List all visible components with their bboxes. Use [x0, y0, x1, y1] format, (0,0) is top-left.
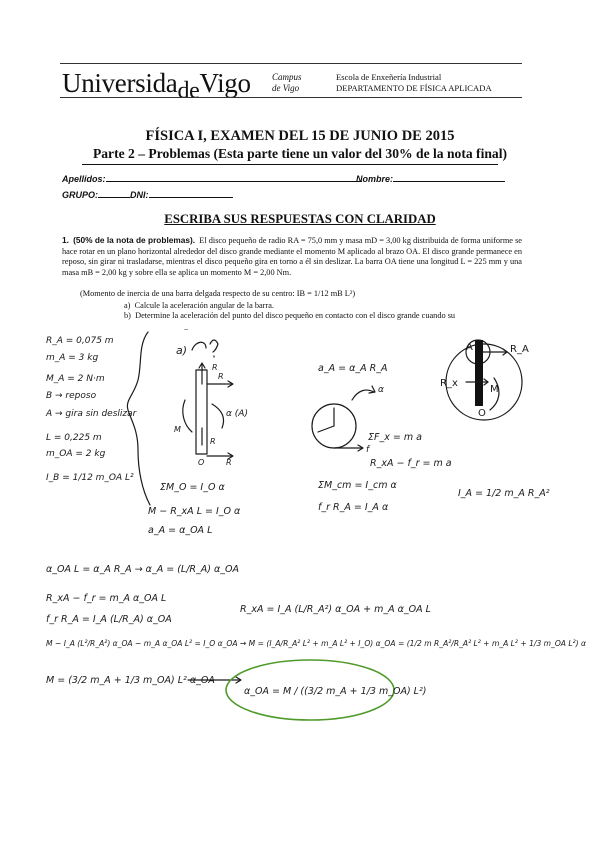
school-name: Escola de Enxeñería Industrial [336, 72, 442, 82]
part-a-label: a) [176, 344, 188, 357]
svg-text:f: f [366, 445, 370, 455]
surname-label: Apellidos: [62, 174, 106, 184]
name-label: Nombre: [356, 174, 394, 184]
eq-disk-2: ΣF_x = m a [368, 432, 422, 443]
eq-bar-3: a_A = α_OA L [148, 525, 213, 536]
logo-text-de: de [177, 78, 200, 104]
eq-long-4: R_xA = I_A (L/R_A²) α_OA + m_A α_OA L [240, 604, 431, 615]
givens-list [45, 336, 138, 483]
problem-weight: (50% de la nota de problemas). [73, 235, 196, 245]
moment-alpha [212, 404, 224, 428]
svg-text:R: R [218, 372, 224, 381]
problem-text: El disco pequeño de radio RA = 75,0 mm y masa mD = 3,00 kg distribuida de forma uniforme se hace rotar en un plano horizontal alrededor del disco grande mediante el momento M aplicado al brazo OA. El disco grande permanece en reposo, sin girar ni trasladarse, mientras el disco pequeño gira en torno a él sin deslizar. La barra OA tiene una longitud L = 225 mm y una masa mB = 2,00 kg y sobre ella se aplica un momento M = 2,00 Nm. [62, 236, 522, 277]
item-b-letter: b) [124, 311, 131, 320]
eq-bar-2: M − R_xA L = I_O α [148, 506, 241, 517]
logo-text-universidad: Universida [62, 68, 178, 98]
bar-diagram [174, 363, 248, 467]
result-equation: α_OA = M / ((3/2 m_A + 1/3 m_OA) L²) [244, 686, 427, 697]
department-name: DEPARTAMENTO DE FÍSICA APLICADA [336, 83, 492, 93]
given-3: M_A = 2 N·m [46, 374, 105, 384]
item-b-text: Determine la aceleración del punto del disco pequeño en contacto con el disco grande cuando su [135, 311, 456, 320]
eq-disk-3: R_xA − f_r = m a [370, 458, 452, 469]
inertia-note: (Momento de inercia de una barra delgada respecto de su centro: IB = 1/12 mB L²) [80, 289, 356, 298]
problem-number: 1. [62, 235, 69, 245]
given-7: m_OA = 2 kg [46, 449, 106, 459]
sketch-label-rx: R_x [440, 378, 458, 389]
exam-part: Parte 2 – Problemas (Esta parte tiene un valor del 30% de la nota final) [92, 146, 508, 161]
svg-text:R: R [212, 363, 218, 372]
logo-text-vigo: Vigo [199, 68, 251, 98]
svg-text:O: O [198, 458, 205, 467]
given-2: m_A = 3 kg [46, 353, 99, 363]
system-sketch [440, 340, 529, 420]
sketch-label-a: A [466, 342, 473, 353]
campus-line-1: Campus [272, 72, 302, 82]
item-a-text: Calcule la aceleración angular de la barra. [134, 301, 274, 310]
question-squiggle [192, 340, 218, 357]
eq-disk-5: f_r R_A = I_A α [318, 502, 389, 513]
group-label: GRUPO: [62, 190, 98, 200]
sketch-bar [475, 340, 483, 406]
given-5: A → gira sin deslizar [46, 409, 137, 419]
sketch-label-ra: R_A [510, 344, 529, 355]
svg-text:α: α [378, 385, 384, 395]
campus-line-2: de Vigo [272, 83, 300, 93]
svg-text:M: M [174, 425, 181, 434]
svg-text:R: R [226, 458, 232, 467]
sketch-label-o: O [478, 408, 486, 419]
eq-bar-1: ΣM_O = I_O α [160, 482, 225, 493]
given-6: L = 0,225 m [46, 433, 102, 443]
exam-title: FÍSICA I, EXAMEN DEL 15 DE JUNIO DE 2015 [145, 128, 455, 144]
eq-disk-6: I_A = 1/2 m_A R_A² [458, 488, 550, 499]
given-1: R_A = 0,075 m [46, 336, 114, 346]
eq-long-6: M = (3/2 m_A + 1/3 m_OA) L² α_OA [46, 675, 215, 686]
dni-label: DNI: [130, 190, 149, 200]
eq-long-2: R_xA − f_r = m_A α_OA L [46, 593, 167, 604]
eq-disk-4: ΣM_cm = I_cm α [318, 480, 397, 491]
given-8: I_B = 1/12 m_OA L² [46, 473, 134, 483]
svg-text:R: R [210, 437, 216, 446]
svg-text:α (A): α (A) [226, 409, 248, 419]
instruction-heading: ESCRIBA SUS RESPUESTAS CON CLARIDAD [164, 212, 436, 226]
sketch-label-m: M [490, 384, 499, 395]
moment-left [183, 400, 192, 432]
eq-long-1: α_OA L = α_A R_A → α_A = (L/R_A) α_OA [46, 564, 239, 575]
eq-disk-1: a_A = α_A R_A [318, 363, 388, 374]
eq-long-5: M − I_A (L²/R_A²) α_OA − m_A α_OA L² = I_O α_OA → M = (I_A/R_A² L² + m_A L² + I_O) α_OA = (1/2 m R_A²/R_A² L² + m_A L² + 1/3 m_OA L²) α [46, 638, 587, 648]
item-a-letter: a) [124, 301, 131, 310]
disk-fbd [312, 385, 384, 455]
given-4: B → reposo [46, 391, 97, 401]
eq-long-3: f_r R_A = I_A (L/R_A) α_OA [46, 614, 172, 625]
